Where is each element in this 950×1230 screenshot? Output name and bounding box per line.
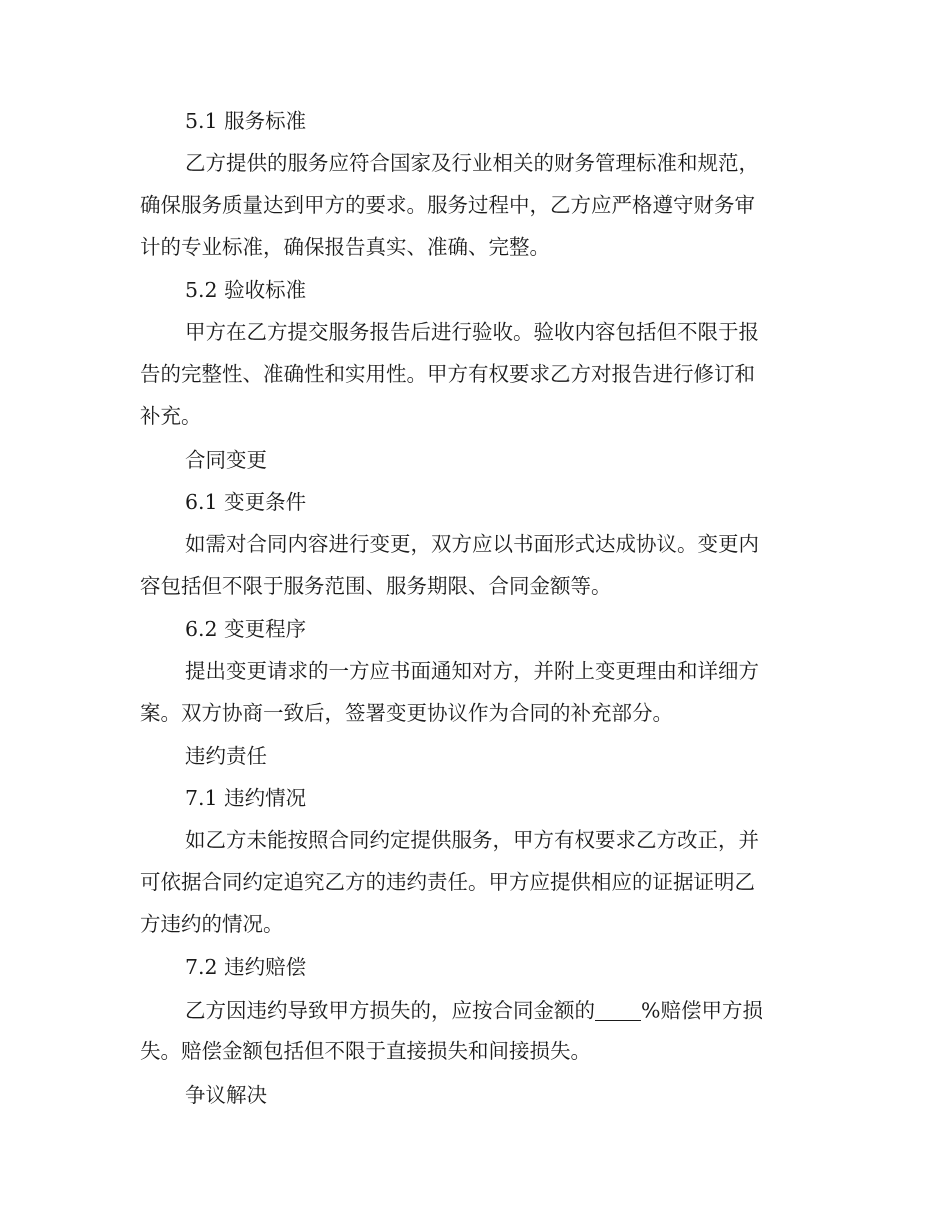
paragraph-line: 容包括但不限于服务范围、服务期限、合同金额等。 — [140, 574, 612, 598]
paragraph-line: 失。赔偿金额包括但不限于直接损失和间接损失。 — [140, 1039, 591, 1063]
section-heading-7-2: 7.2 违约赔偿 — [185, 955, 307, 979]
paragraph-line: 提出变更请求的一方应书面通知对方，并附上变更理由和详细方 — [185, 659, 759, 683]
chapter-title-breach-liability: 违约责任 — [185, 744, 267, 768]
paragraph-text: 乙方因违约导致甲方损失的，应按合同金额的 — [185, 998, 595, 1023]
paragraph-line: 补充。 — [140, 404, 202, 428]
paragraph-line: 计的专业标准，确保报告真实、准确、完整。 — [140, 235, 550, 259]
chapter-title-contract-change: 合同变更 — [185, 448, 267, 472]
paragraph-line: 甲方在乙方提交服务报告后进行验收。验收内容包括但不限于报 — [185, 320, 759, 344]
paragraph-line: 可依据合同约定追究乙方的违约责任。甲方应提供相应的证据证明乙 — [140, 870, 755, 894]
paragraph-line: 确保服务质量达到甲方的要求。服务过程中，乙方应严格遵守财务审 — [140, 193, 755, 217]
paragraph-line: 如乙方未能按照合同约定提供服务，甲方有权要求乙方改正，并 — [185, 828, 759, 852]
paragraph-line: 乙方提供的服务应符合国家及行业相关的财务管理标准和规范， — [185, 151, 759, 175]
paragraph-line-with-blank — [185, 999, 763, 1021]
paragraph-line: 案。双方协商一致后，签署变更协议作为合同的补充部分。 — [140, 701, 673, 725]
paragraph-text: %赔偿甲方损 — [641, 998, 763, 1023]
section-heading-6-1: 6.1 变更条件 — [185, 490, 307, 514]
paragraph-line: 告的完整性、准确性和实用性。甲方有权要求乙方对报告进行修订和 — [140, 362, 755, 386]
section-heading-6-2: 6.2 变更程序 — [185, 617, 307, 641]
chapter-title-dispute-resolution: 争议解决 — [185, 1083, 267, 1107]
paragraph-line: 如需对合同内容进行变更，双方应以书面形式达成协议。变更内 — [185, 532, 759, 556]
paragraph-line: 方违约的情况。 — [140, 912, 284, 936]
percentage-blank — [595, 999, 641, 1021]
section-heading-7-1: 7.1 违约情况 — [185, 786, 307, 810]
section-heading-5-2: 5.2 验收标准 — [185, 278, 307, 302]
section-heading-5-1: 5.1 服务标准 — [185, 109, 307, 133]
